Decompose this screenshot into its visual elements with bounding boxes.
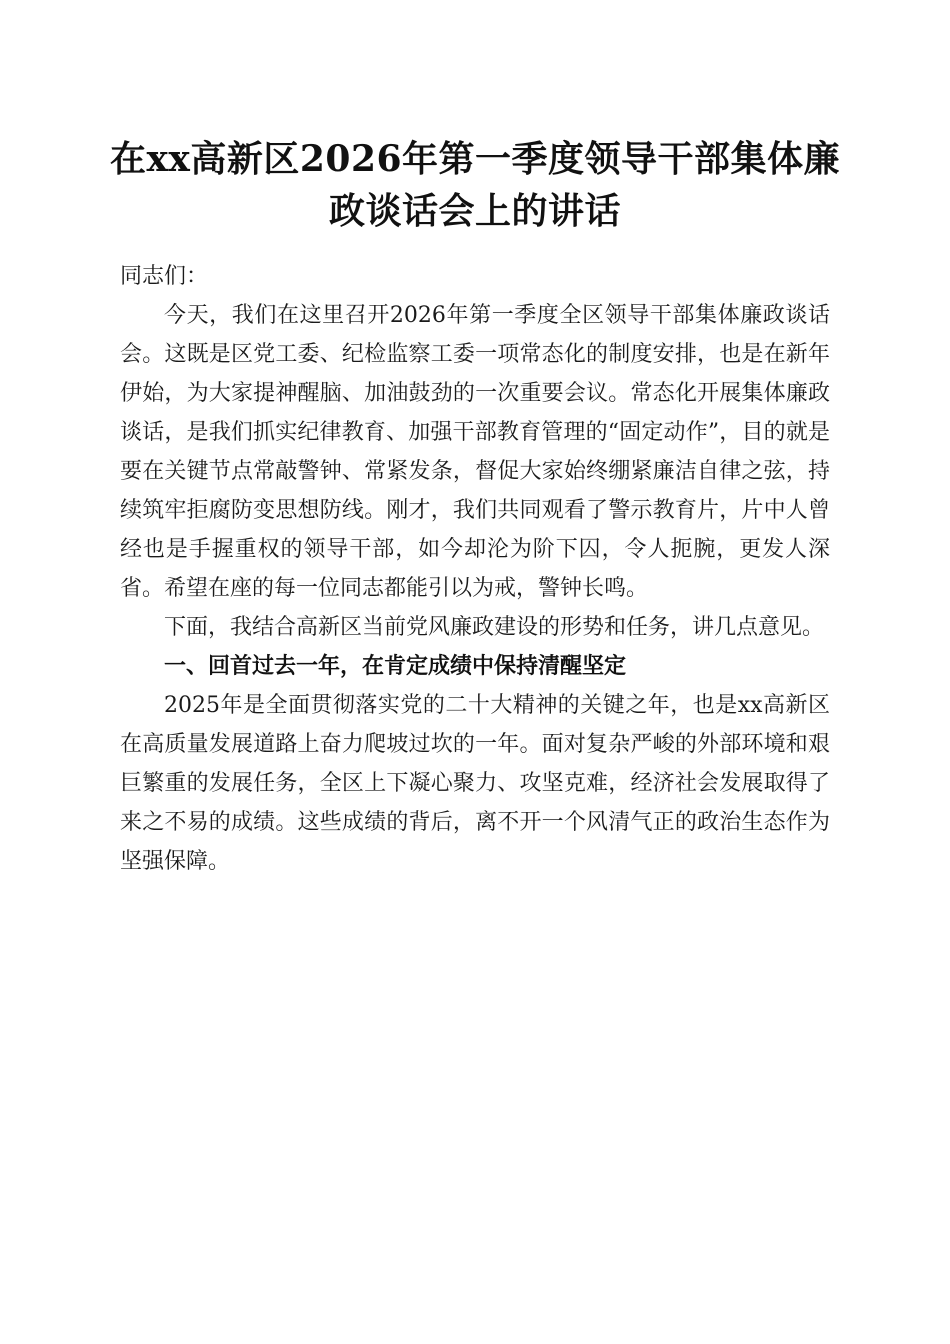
document-body [120,257,830,881]
section-heading-1: 一、回首过去一年，在肯定成绩中保持清醒坚定 [164,654,627,679]
paragraph-section-1: 2025年是全面贯彻落实党的二十大精神的关键之年，也是xx高新区在高质量发展道路上奋力爬坡过坎的一年。面对复杂严峻的外部环境和艰巨繁重的发展任务，全区上下凝心聚力、攻坚克难，经济社会发展取得了来之不易的成绩。这些成绩的背后，离不开一个风清气正的政治生态作为坚强保障。 [120,693,830,874]
paragraph-opening: 今天，我们在这里召开2026年第一季度全区领导干部集体廉政谈话会。这既是区党工委、纪检监察工委一项常态化的制度安排，也是在新年伊始，为大家提神醒脑、加油鼓劲的一次重要会议。常态化开展集体廉政谈话，是我们抓实纪律教育、加强干部教育管理的“固定动作”，目的就是要在关键节点常敲警钟、常紧发条，督促大家始终绷紧廉洁自律之弦，持续筑牢拒腐防变思想防线。刚才，我们共同观看了警示教育片，片中人曾经也是手握重权的领导干部，如今却沦为阶下囚，令人扼腕，更发人深省。希望在座的每一位同志都能引以为戒，警钟长鸣。 [120,303,830,601]
paragraph-outline: 下面，我结合高新区当前党风廉政建设的形势和任务，讲几点意见。 [164,615,825,640]
greeting: 同志们： [120,264,209,289]
document-title: 在xx高新区2026年第一季度领导干部集体廉政谈话会上的讲话 [109,138,841,232]
